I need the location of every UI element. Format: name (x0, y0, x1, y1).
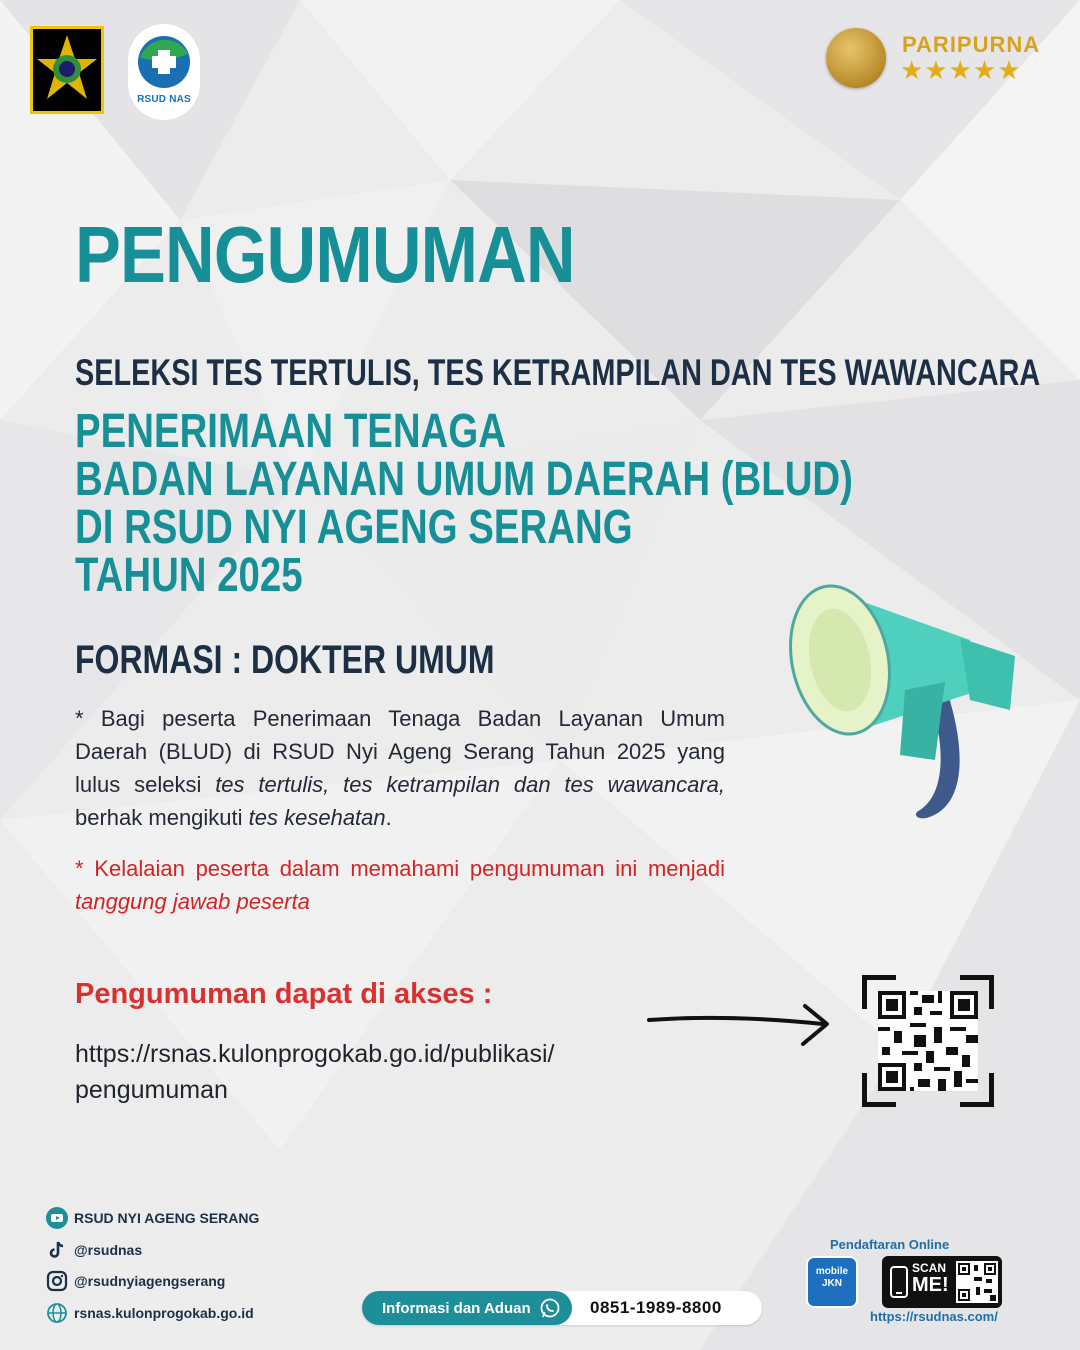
notice-tests-emphasis: tes tertulis, tes ketrampilan dan tes wawancara, (215, 772, 725, 797)
tiktok-label: @rsudnas (74, 1242, 143, 1258)
phone-icon (890, 1266, 908, 1298)
warning-paragraph (75, 852, 725, 918)
selection-subtitle: SELEKSI TES TERTULIS, TES KETRAMPILAN DAN TES WAWANCARA (75, 352, 1041, 393)
tiktok-icon (46, 1239, 68, 1261)
online-registration-url-link[interactable]: https://rsudnas.com/ (870, 1309, 998, 1324)
scan-me-button[interactable] (882, 1256, 1002, 1308)
qr-pattern (878, 991, 978, 1091)
instagram-icon (46, 1270, 68, 1292)
youtube-label: RSUD NYI AGENG SERANG (74, 1210, 260, 1226)
url-line: https://rsnas.kulonprogokab.go.id/publikasi/ (75, 1040, 555, 1068)
globe-icon (46, 1302, 68, 1324)
access-heading: Pengumuman dapat di akses : (75, 978, 493, 1010)
recruitment-title-line: TAHUN 2025 (75, 549, 303, 602)
accreditation-medal-icon (826, 28, 886, 88)
recruitment-title-line: DI RSUD NYI AGENG SERANG (75, 501, 633, 554)
notice-paragraph (75, 702, 725, 834)
instagram-link[interactable] (46, 1270, 225, 1292)
small-qr-icon (956, 1261, 998, 1303)
youtube-link[interactable] (46, 1207, 259, 1229)
qr-code[interactable] (862, 975, 994, 1107)
mobile-jkn-label: JKN (821, 1278, 842, 1289)
recruitment-title-line: BADAN LAYANAN UMUM DAERAH (BLUD) (75, 453, 853, 506)
mobile-jkn-app-button[interactable] (806, 1256, 858, 1308)
url-line: pengumuman (75, 1076, 228, 1104)
kabupaten-logo (30, 26, 104, 114)
scan-label: SCAN (912, 1261, 947, 1275)
online-registration-label: Pendaftaran Online (830, 1237, 950, 1252)
arrow-right-icon (645, 1000, 835, 1050)
info-label: Informasi dan Aduan (382, 1299, 531, 1317)
info-label-box (362, 1291, 572, 1325)
youtube-icon (46, 1207, 68, 1229)
warning-emphasis: tanggung jawab peserta (75, 889, 310, 914)
notice-health-test-emphasis: tes kesehatan (248, 805, 386, 830)
whatsapp-icon (539, 1297, 561, 1319)
tiktok-link[interactable] (46, 1239, 142, 1261)
warning-text: * Kelalaian peserta dalam memahami pengumuman ini menjadi (75, 856, 725, 881)
instagram-label: @rsudnyiagengserang (74, 1273, 226, 1289)
megaphone-icon (770, 560, 1030, 830)
recruitment-title-line: PENERIMAAN TENAGA (75, 405, 506, 458)
rsud-nas-logo (128, 24, 200, 120)
accreditation-label: PARIPURNA (902, 32, 1041, 57)
website-link[interactable] (46, 1302, 254, 1324)
notice-text: berhak mengikuti (75, 805, 249, 830)
contact-pill[interactable] (362, 1291, 762, 1325)
notice-text: * Bagi peserta Penerimaan Tenaga Badan Layanan Umum Daerah (BLUD) di RSUD Nyi Ageng Serang Tahun 2025 yang lulus seleksi (75, 706, 725, 797)
scan-me-text (912, 1262, 949, 1295)
website-label: rsnas.kulonprogokab.go.id (74, 1305, 254, 1321)
accreditation-stars: ★★★★★ (900, 55, 1022, 85)
me-label: ME! (912, 1274, 949, 1296)
notice-text: . (385, 805, 392, 830)
rsud-nas-label: RSUD NAS (137, 94, 191, 105)
mobile-jkn-label: mobile (815, 1266, 849, 1277)
formation-heading: FORMASI : DOKTER UMUM (75, 638, 495, 682)
phone-number: 0851-1989-8800 (590, 1298, 722, 1317)
page-title: PENGUMUMAN (75, 210, 575, 299)
announcement-url-link[interactable] (75, 1036, 635, 1108)
